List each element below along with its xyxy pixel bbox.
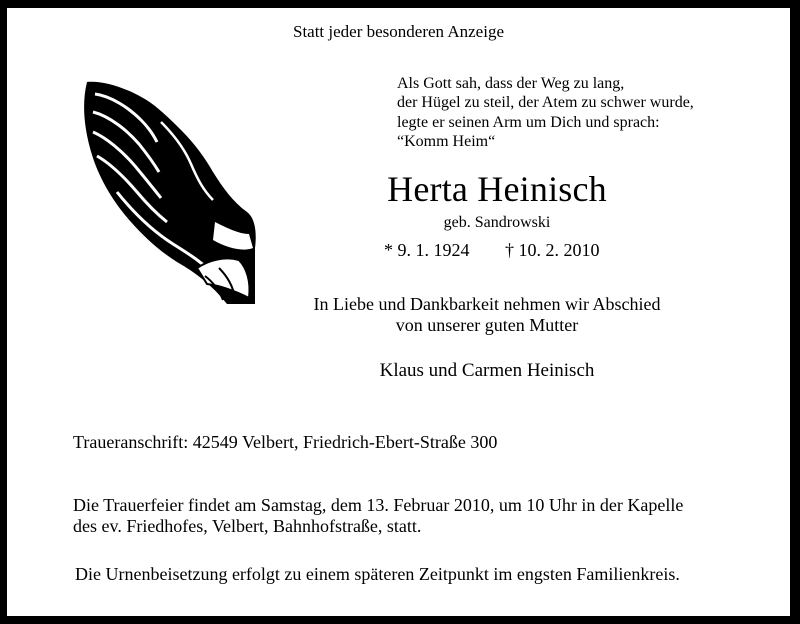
poem-line: der Hügel zu steil, der Atem zu schwer wurde, [397,94,694,112]
deceased-name: Herta Heinisch [387,169,607,209]
ceremony-line: des ev. Friedhofes, Velbert, Bahnhofstraße, statt. [73,516,422,536]
family-names: Klaus und Carmen Heinisch [379,360,595,381]
poem-line: “Komm Heim“ [397,133,496,151]
maiden-name: geb. Sandrowski [443,214,551,231]
ceremony-line: Die Trauerfeier findet am Samstag, dem 13. Februar 2010, um 10 Uhr in der Kapelle [73,495,684,515]
poem [397,74,694,152]
farewell-line: von unserer guten Mutter [395,315,579,335]
mourning-address: Traueranschrift: 42549 Velbert, Friedrich-Ebert-Straße 300 [73,432,498,452]
poem-line: Als Gott sah, dass der Weg zu lang, [397,75,625,92]
burial-info: Die Urnenbeisetzung erfolgt zu einem späteren Zeitpunkt im engsten Familienkreis. [75,564,680,584]
praying-hands-icon [77,72,257,304]
birth-date: * 9. 1. 1924 [384,240,470,260]
ceremony-info [73,495,683,537]
farewell-line: In Liebe und Dankbarkeit nehmen wir Abschied [313,294,661,314]
header-line: Statt jeder besonderen Anzeige [292,22,504,41]
death-date: † 10. 2. 2010 [505,240,600,260]
farewell-text [257,294,717,336]
obituary-notice [7,8,790,616]
poem-line: legte er seinen Arm um Dich und sprach: [397,113,660,131]
